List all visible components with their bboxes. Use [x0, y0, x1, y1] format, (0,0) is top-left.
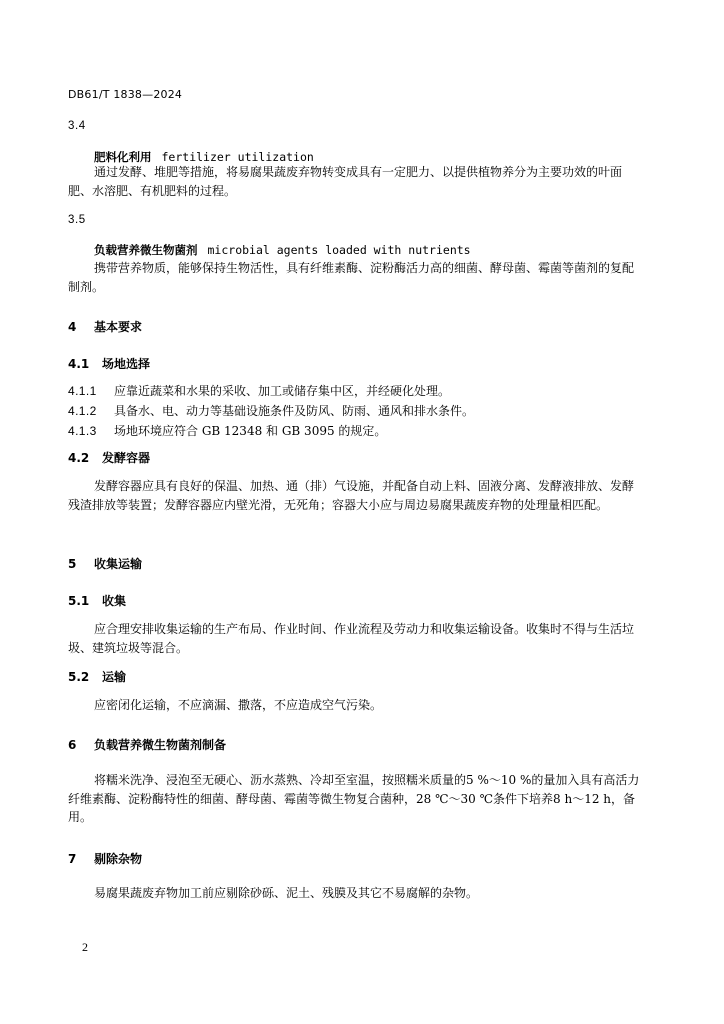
list-item-4-1-2 — [68, 402, 474, 419]
section-heading-5 — [68, 555, 142, 572]
page-number: 2 — [82, 940, 88, 954]
item-text: 场地环境应符合 GB 12348 和 GB 3095 的规定。 — [114, 424, 387, 438]
section-title: 运输 — [102, 670, 127, 684]
section-number: 4.1 — [68, 357, 90, 371]
term-cn: 肥料化利用 — [94, 150, 152, 164]
clause-number-3-4: 3.4 — [68, 120, 86, 132]
standard-code: DB61/T 1838—2024 — [68, 88, 183, 101]
section-number: 7 — [68, 852, 77, 866]
section-title: 发酵容器 — [102, 451, 151, 465]
section-number: 5 — [68, 557, 77, 571]
section-heading-4 — [68, 318, 142, 335]
section-heading-5-1 — [68, 592, 126, 609]
item-number: 4.1.2 — [68, 404, 97, 418]
section-number: 5.2 — [68, 670, 90, 684]
section-title: 收集 — [102, 594, 127, 608]
term-en: microbial agents loaded with nutrients — [207, 243, 471, 257]
section-title: 负载营养微生物菌剂制备 — [94, 738, 227, 752]
list-item-4-1-1 — [68, 382, 450, 399]
section-title: 场地选择 — [102, 357, 151, 371]
paragraph-6: 将糯米洗净、浸泡至无硬心、沥水蒸熟、冷却至室温，按照糯米质量的5 %～10 %的量加入具有高活力纤维素酶、淀粉酶特性的细菌、酵母菌、霉菌等微生物复合菌种，28 ℃～30 ℃条件下培养8 h～12 h，备用。 — [68, 773, 640, 824]
section-number: 6 — [68, 738, 77, 752]
list-item-4-1-3 — [68, 422, 386, 439]
clause-number-3-5: 3.5 — [68, 214, 86, 226]
paragraph-5-1: 应合理安排收集运输的生产布局、作业时间、作业流程及劳动力和收集运输设备。收集时不得与生活垃圾、建筑垃圾等混合。 — [68, 622, 635, 655]
section-title: 剔除杂物 — [94, 852, 143, 866]
section-heading-5-2 — [68, 668, 126, 685]
item-number: 4.1.3 — [68, 424, 97, 438]
section-heading-6 — [68, 736, 226, 753]
section-heading-4-2 — [68, 449, 150, 466]
section-number: 4.2 — [68, 451, 90, 465]
term-cn: 负载营养微生物菌剂 — [94, 243, 198, 257]
term-en: fertilizer utilization — [161, 150, 314, 164]
section-number: 4 — [68, 320, 77, 334]
item-number: 4.1.1 — [68, 384, 97, 398]
item-text: 应靠近蔬菜和水果的采收、加工或储存集中区，并经硬化处理。 — [114, 384, 451, 398]
term-3-5 — [94, 241, 471, 259]
section-title: 收集运输 — [94, 557, 143, 571]
section-heading-7 — [68, 850, 142, 867]
section-title: 基本要求 — [94, 320, 143, 334]
paragraph-5-2: 应密闭化运输，不应滴漏、撒落，不应造成空气污染。 — [94, 698, 383, 712]
paragraph-7: 易腐果蔬废弃物加工前应剔除砂砾、泥土、残膜及其它不易腐解的杂物。 — [94, 886, 479, 900]
definition-3-4: 通过发酵、堆肥等措施，将易腐果蔬废弃物转变成具有一定肥力、以提供植物养分为主要功效的叶面肥、水溶肥、有机肥料的过程。 — [68, 165, 623, 198]
section-heading-4-1 — [68, 355, 150, 372]
paragraph-4-2: 发酵容器应具有良好的保温、加热、通（排）气设施，并配备自动上料、固液分离、发酵液排放、发酵残渣排放等装置；发酵容器应内壁光滑，无死角；容器大小应与周边易腐果蔬废弃物的处理量相匹配。 — [68, 479, 635, 512]
item-text: 具备水、电、动力等基础设施条件及防风、防雨、通风和排水条件。 — [114, 404, 475, 418]
definition-3-5: 携带营养物质，能够保持生物活性，具有纤维素酶、淀粉酶活力高的细菌、酵母菌、霉菌等菌剂的复配制剂。 — [68, 261, 635, 294]
section-number: 5.1 — [68, 594, 90, 608]
